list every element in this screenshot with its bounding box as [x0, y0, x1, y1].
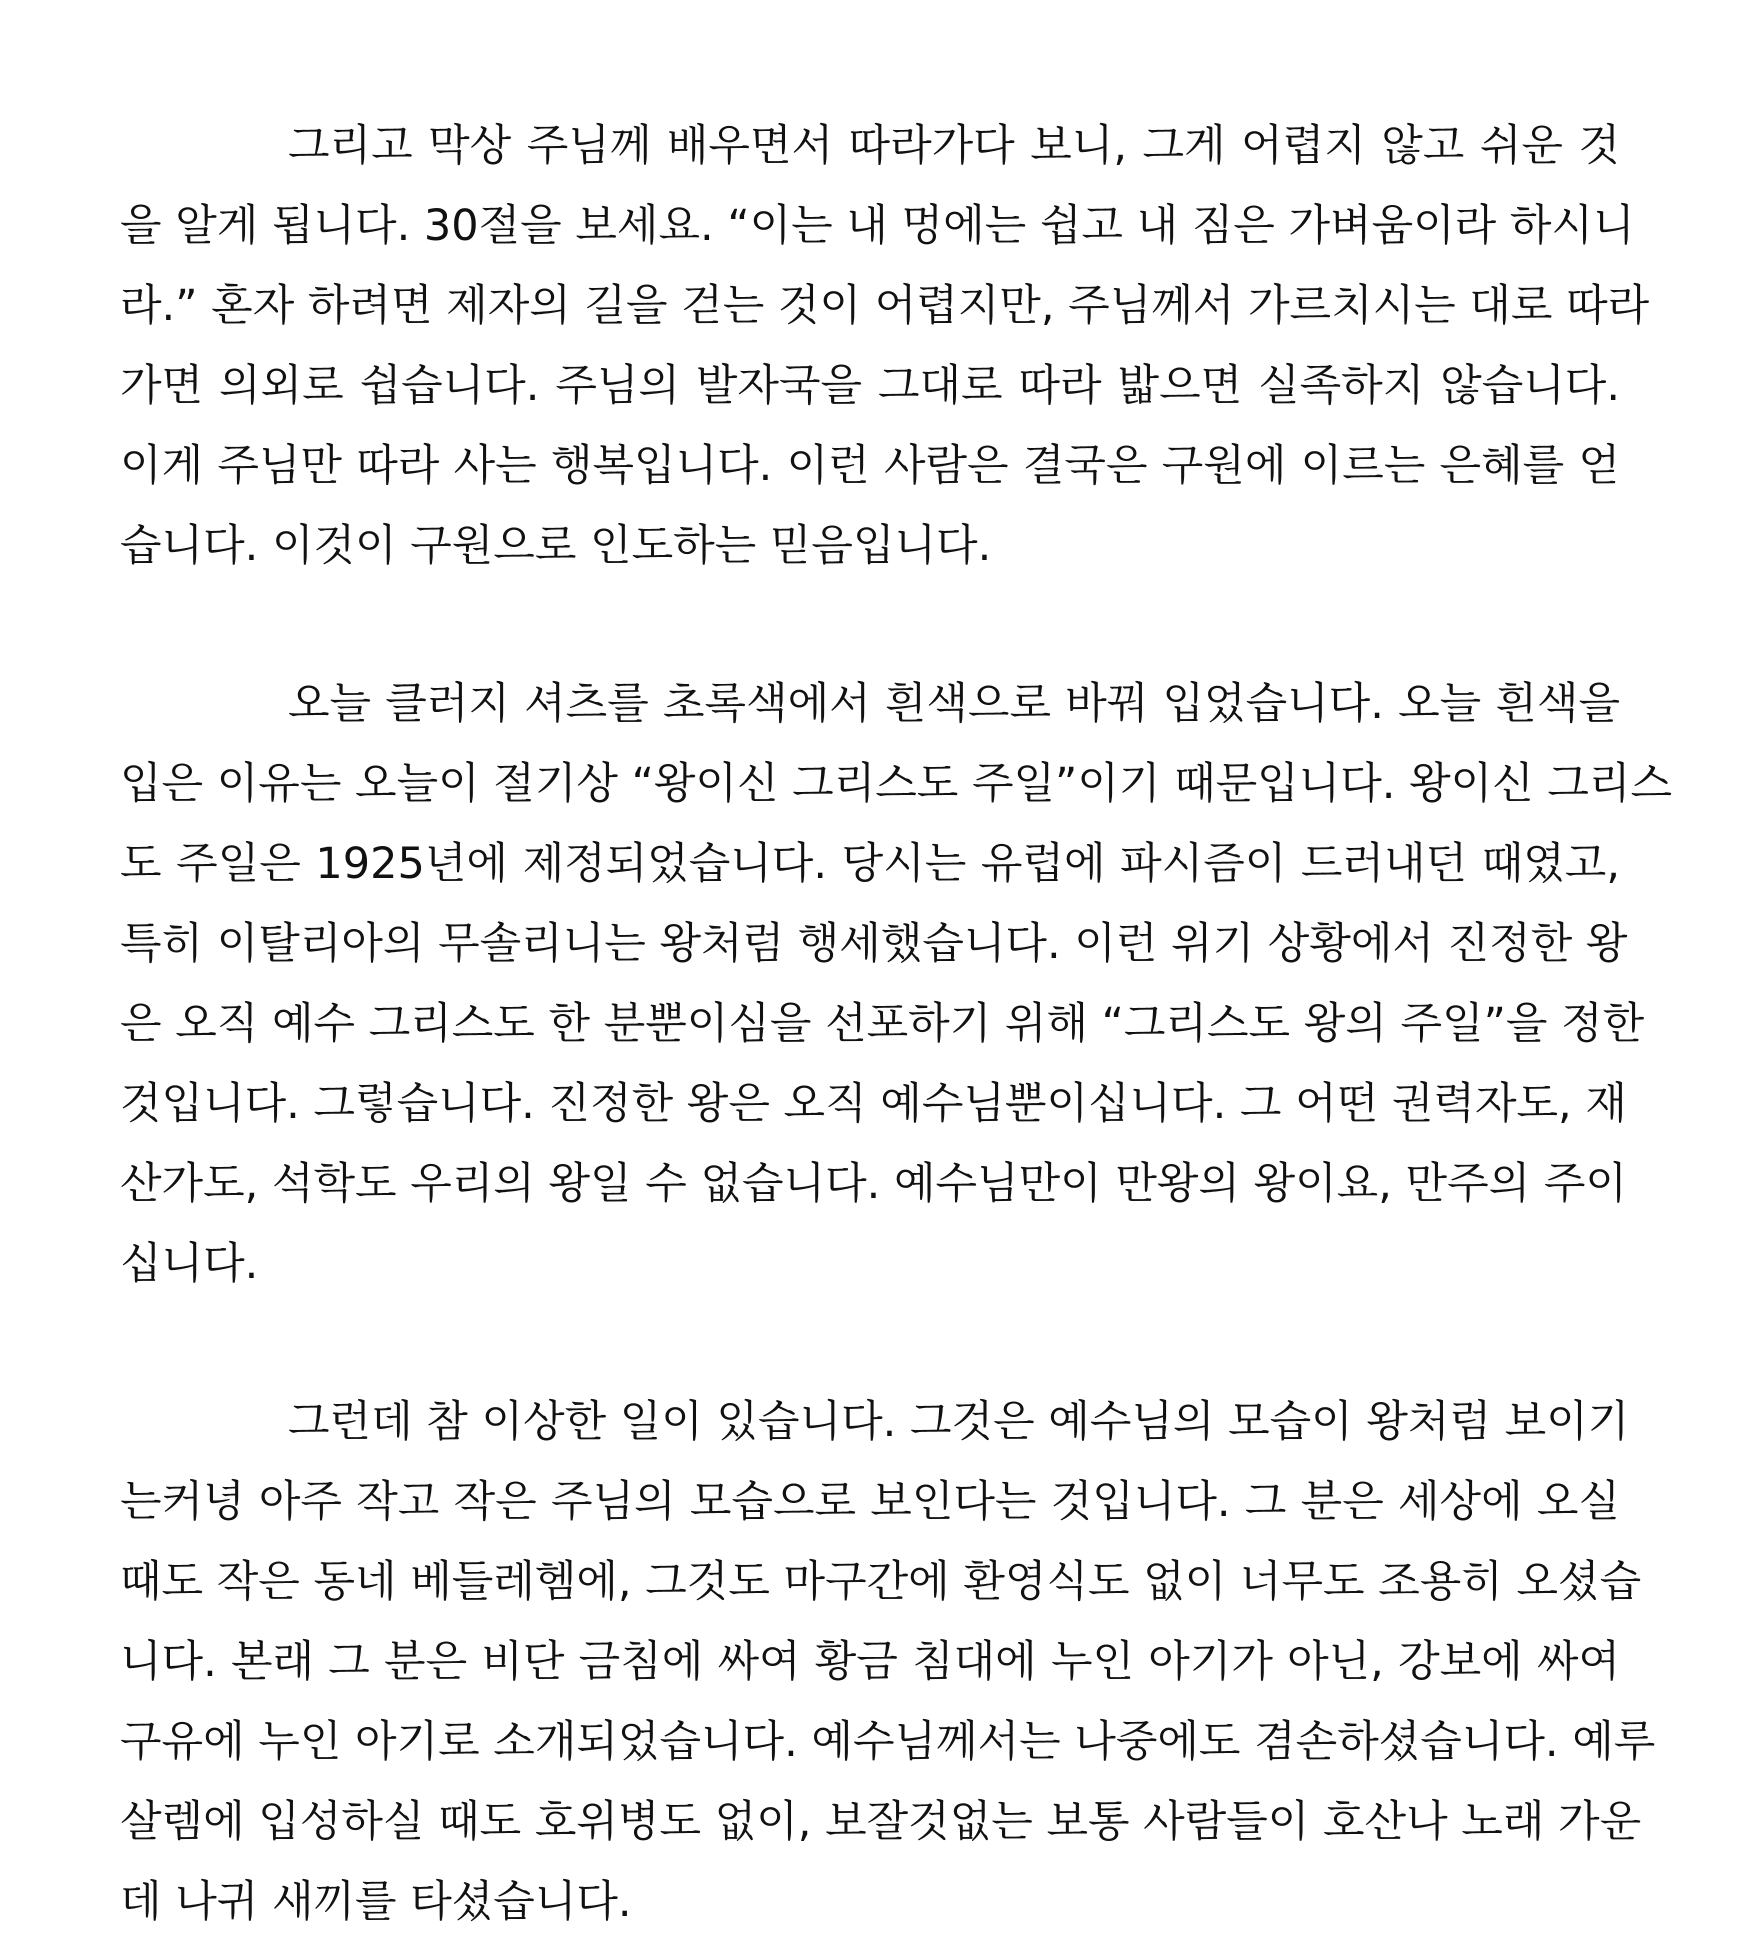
text-line: 데 나귀 새끼를 타셨습니다. [120, 1877, 632, 1927]
text-line: 산가도, 석학도 우리의 왕일 수 없습니다. 예수님만이 만왕의 왕이요, 만주의 주이 [120, 1159, 1627, 1209]
paragraph-3 [120, 1382, 1656, 1942]
paragraph-1 [120, 106, 1650, 586]
text-line: 이게 주님만 따라 사는 행복입니다. 이런 사람은 결국은 구원에 이르는 은혜를 얻 [120, 441, 1620, 491]
text-line: 특히 이탈리아의 무솔리니는 왕처럼 행세했습니다. 이런 위기 상황에서 진정한 왕 [120, 919, 1628, 969]
text-line: 십니다. [120, 1239, 259, 1289]
text-line: 살렘에 입성하실 때도 호위병도 없이, 보잘것없는 보통 사람들이 호산나 노래 가운 [120, 1797, 1642, 1847]
text-line: 가면 의외로 쉽습니다. 주님의 발자국을 그대로 따라 밟으면 실족하지 않습니다. [120, 361, 1620, 411]
text-line: 니다. 본래 그 분은 비단 금침에 싸여 황금 침대에 누인 아기가 아닌, 강보에 싸여 [120, 1637, 1620, 1687]
text-line: 라.” 혼자 하려면 제자의 길을 걷는 것이 어렵지만, 주님께서 가르치시는 대로 따라 [120, 281, 1650, 331]
document-page [120, 106, 1672, 1942]
text-line: 는커녕 아주 작고 작은 주님의 모습으로 보인다는 것입니다. 그 분은 세상에 오실 [120, 1477, 1620, 1527]
text-line: 을 알게 됩니다. 30절을 보세요. “이는 내 멍에는 쉽고 내 짐은 가벼움이라 하시니 [120, 201, 1635, 251]
text-line: 구유에 누인 아기로 소개되었습니다. 예수님께서는 나중에도 겸손하셨습니다. 예루 [120, 1717, 1656, 1767]
text-line: 오늘 클러지 셔츠를 초록색에서 흰색으로 바꿔 입었습니다. 오늘 흰색을 [288, 679, 1620, 729]
text-line: 그런데 참 이상한 일이 있습니다. 그것은 예수님의 모습이 왕처럼 보이기 [288, 1397, 1630, 1447]
text-line: 때도 작은 동네 베들레헴에, 그것도 마구간에 환영식도 없이 너무도 조용히 오셨습 [120, 1557, 1642, 1607]
text-line: 습니다. 이것이 구원으로 인도하는 믿음입니다. [120, 521, 992, 571]
text-line: 도 주일은 1925년에 제정되었습니다. 당시는 유럽에 파시즘이 드러내던 때였고, [120, 839, 1620, 889]
text-line: 것입니다. 그렇습니다. 진정한 왕은 오직 예수님뿐이십니다. 그 어떤 권력자도, 재 [120, 1079, 1627, 1129]
text-line: 은 오직 예수 그리스도 한 분뿐이심을 선포하기 위해 “그리스도 왕의 주일”을 정한 [120, 999, 1645, 1049]
paragraph-2 [120, 664, 1672, 1304]
text-line: 입은 이유는 오늘이 절기상 “왕이신 그리스도 주일”이기 때문입니다. 왕이신 그리스 [120, 759, 1672, 809]
text-line: 그리고 막상 주님께 배우면서 따라가다 보니, 그게 어렵지 않고 쉬운 것 [288, 121, 1620, 171]
